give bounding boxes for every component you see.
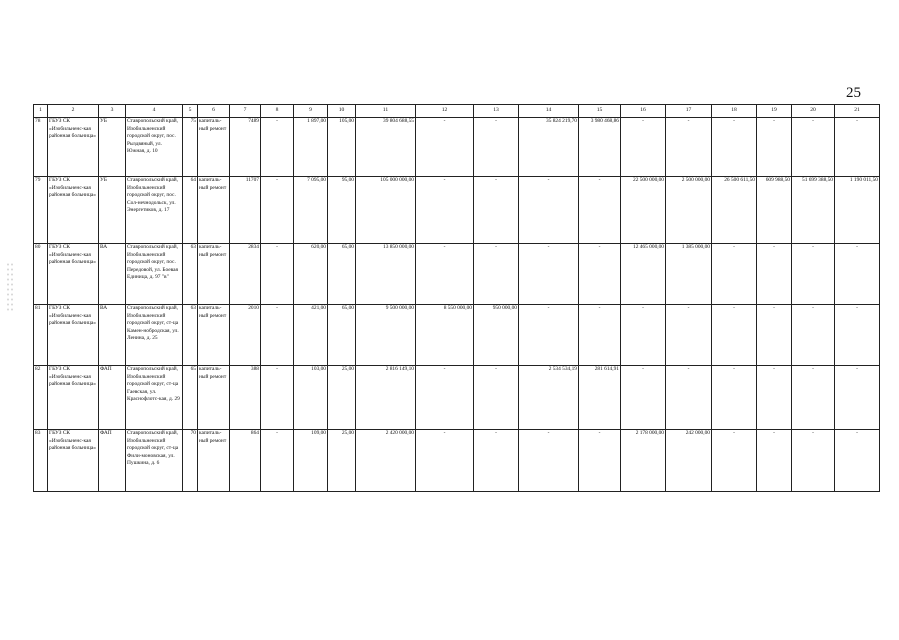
table-cell: - (757, 366, 792, 430)
table-cell: 25,00 (328, 430, 356, 492)
table-cell: 9 500 000,00 (356, 305, 416, 366)
table-cell: - (835, 366, 880, 430)
table-cell: Ставропольский край, Изобильненский городской округ, пос. Передовой, ул. Боевая Единица, д. 97 "в" (126, 244, 183, 305)
table-cell: Ставропольский край, Изобильненский городской округ, ст-ца Гаевская, ул. Краснофлотс-кая, д. 29 (126, 366, 183, 430)
table-cell: 109,00 (294, 430, 328, 492)
table-cell: 2 178 000,00 (621, 430, 666, 492)
table-cell: ФАП (99, 430, 126, 492)
table-cell: 950 000,00 (474, 305, 519, 366)
table-cell: - (416, 177, 474, 244)
table-cell: - (621, 305, 666, 366)
table-cell: 63 (183, 305, 198, 366)
table-cell: ГБУЗ СК «Изобильненс-кая районная больница» (48, 177, 99, 244)
table-cell: - (666, 305, 712, 366)
table-cell: ГБУЗ СК «Изобильненс-кая районная больница» (48, 430, 99, 492)
column-header: 19 (757, 105, 792, 118)
table-cell: Ставропольский край, Изобильненский городской округ, ст-ца Фили-моновская, ул. Пушкина, д. 6 (126, 430, 183, 492)
table-cell: - (519, 177, 579, 244)
table-cell: - (261, 244, 294, 305)
table-cell: - (757, 118, 792, 177)
register-table (33, 104, 880, 492)
column-header: 4 (126, 105, 183, 118)
table-cell: - (835, 244, 880, 305)
table-cell: ВА (99, 305, 126, 366)
table-cell: Ставропольский край, Изобильненский городской округ, пос. Рыздвяный, ул. Южная, д. 10 (126, 118, 183, 177)
table-cell: - (416, 430, 474, 492)
column-header: 10 (328, 105, 356, 118)
table-cell: 1 385 000,00 (666, 244, 712, 305)
column-header: 6 (198, 105, 230, 118)
table-cell: - (474, 244, 519, 305)
table-cell: - (579, 177, 621, 244)
table-cell: 82 (34, 366, 48, 430)
table-cell: - (757, 430, 792, 492)
table-cell: 2 420 000,00 (356, 430, 416, 492)
table-cell: капиталь-ный ремонт (198, 118, 230, 177)
table-cell: - (835, 118, 880, 177)
column-header: 18 (712, 105, 757, 118)
table-cell: 81 (34, 305, 48, 366)
table-cell: - (712, 305, 757, 366)
table-cell: 95,00 (328, 177, 356, 244)
table-cell: капиталь-ный ремонт (198, 305, 230, 366)
table-cell: 2 534 534,19 (519, 366, 579, 430)
table-cell: 65,00 (328, 244, 356, 305)
table-row (34, 366, 880, 430)
table-cell: 64 (183, 177, 198, 244)
table-cell: 281 614,91 (579, 366, 621, 430)
table-cell: - (666, 366, 712, 430)
table-cell: 65 (183, 366, 198, 430)
table-cell: ГБУЗ СК «Изобильненс-кая районная больница» (48, 244, 99, 305)
table-cell: капиталь-ный ремонт (198, 177, 230, 244)
table-cell: 39 804 688,55 (356, 118, 416, 177)
table-cell: 22 500 000,00 (621, 177, 666, 244)
table-cell: - (621, 118, 666, 177)
column-header: 21 (835, 105, 880, 118)
column-header: 7 (230, 105, 261, 118)
table-cell: Ставропольский край, Изобильненский городской округ, ст-ца Камен-нобродская, ул. Ленина, д. 25 (126, 305, 183, 366)
page-number: 25 (846, 85, 861, 101)
table-cell: - (474, 118, 519, 177)
table-cell: 1 190 011,50 (835, 177, 880, 244)
table-cell: - (835, 305, 880, 366)
table-cell: - (712, 366, 757, 430)
table-cell: капиталь-ный ремонт (198, 430, 230, 492)
table-cell: - (416, 366, 474, 430)
table-cell: - (416, 118, 474, 177)
table-cell: 79 (34, 177, 48, 244)
table-cell: - (519, 244, 579, 305)
column-header: 1 (34, 105, 48, 118)
table-cell: 51 699 388,50 (792, 177, 835, 244)
column-header: 16 (621, 105, 666, 118)
table-cell: 12 465 000,00 (621, 244, 666, 305)
table-cell: - (261, 366, 294, 430)
table-cell: - (621, 366, 666, 430)
table-cell: 609 988,50 (757, 177, 792, 244)
table-cell: 70 (183, 430, 198, 492)
table-cell: 13 850 000,00 (356, 244, 416, 305)
table-cell: 65,00 (328, 305, 356, 366)
table-body (34, 118, 880, 492)
table-cell: 75 (183, 118, 198, 177)
column-header: 5 (183, 105, 198, 118)
table-cell: - (519, 305, 579, 366)
table-cell: - (261, 177, 294, 244)
table-cell: - (835, 430, 880, 492)
table-cell: 63 (183, 244, 198, 305)
table-cell: УБ (99, 118, 126, 177)
table-cell: - (792, 430, 835, 492)
table-cell: 3 980 468,86 (579, 118, 621, 177)
table-cell: - (579, 244, 621, 305)
table-cell: 864 (230, 430, 261, 492)
table-cell: 26 500 611,50 (712, 177, 757, 244)
table-cell: - (261, 430, 294, 492)
table-cell: УБ (99, 177, 126, 244)
table-cell: 25,00 (328, 366, 356, 430)
table-cell: - (474, 177, 519, 244)
table-cell: 620,00 (294, 244, 328, 305)
table-cell: - (666, 118, 712, 177)
table-cell: - (579, 305, 621, 366)
table-cell: - (712, 118, 757, 177)
table-cell: - (792, 244, 835, 305)
table-cell: - (416, 244, 474, 305)
table-cell: ГБУЗ СК «Изобильненс-кая районная больница» (48, 118, 99, 177)
table-row (34, 118, 880, 177)
table-cell: ФАП (99, 366, 126, 430)
column-header: 15 (579, 105, 621, 118)
table-cell: - (579, 430, 621, 492)
table-cell: 105,00 (328, 118, 356, 177)
table-cell: 11707 (230, 177, 261, 244)
table-cell: - (712, 244, 757, 305)
table-cell: 2 500 000,00 (666, 177, 712, 244)
column-header: 20 (792, 105, 835, 118)
table-cell: 80 (34, 244, 48, 305)
table-cell: - (757, 244, 792, 305)
column-header: 11 (356, 105, 416, 118)
column-header: 13 (474, 105, 519, 118)
table-cell: - (474, 430, 519, 492)
table-cell: - (757, 305, 792, 366)
table-cell: Ставропольский край, Изобильненский городской округ, пос. Сол-нечнодольск, ул. Энергетиков, д. 17 (126, 177, 183, 244)
table-cell: 2 816 149,10 (356, 366, 416, 430)
table-cell: 1 897,00 (294, 118, 328, 177)
table-cell: - (261, 118, 294, 177)
table-cell: 421,00 (294, 305, 328, 366)
table-cell: - (792, 305, 835, 366)
table-cell: 83 (34, 430, 48, 492)
table-row (34, 305, 880, 366)
table-cell: 388 (230, 366, 261, 430)
scan-artifact (6, 262, 14, 312)
table-cell: 2010 (230, 305, 261, 366)
table-row (34, 244, 880, 305)
table-row (34, 177, 880, 244)
table-cell: ГБУЗ СК «Изобильненс-кая районная больница» (48, 305, 99, 366)
table-cell: капиталь-ный ремонт (198, 366, 230, 430)
table-cell: ГБУЗ СК «Изобильненс-кая районная больница» (48, 366, 99, 430)
table-cell: капиталь-ный ремонт (198, 244, 230, 305)
column-header: 17 (666, 105, 712, 118)
table-cell: - (261, 305, 294, 366)
table-row (34, 430, 880, 492)
column-header: 9 (294, 105, 328, 118)
column-header: 14 (519, 105, 579, 118)
table-cell: 78 (34, 118, 48, 177)
table-cell: - (519, 430, 579, 492)
table-cell: 2834 (230, 244, 261, 305)
table-cell: 8 550 000,00 (416, 305, 474, 366)
table-cell: - (712, 430, 757, 492)
table-cell: - (792, 118, 835, 177)
column-header: 8 (261, 105, 294, 118)
header-row (34, 105, 880, 118)
table-cell: 7 095,00 (294, 177, 328, 244)
table-cell: 35 824 219,70 (519, 118, 579, 177)
table-cell: 242 000,00 (666, 430, 712, 492)
column-header: 3 (99, 105, 126, 118)
table-cell: 105 000 000,00 (356, 177, 416, 244)
column-header: 2 (48, 105, 99, 118)
table-cell: - (474, 366, 519, 430)
table-cell: - (792, 366, 835, 430)
table-cell: ВА (99, 244, 126, 305)
column-header: 12 (416, 105, 474, 118)
table-cell: 103,00 (294, 366, 328, 430)
table-cell: 7489 (230, 118, 261, 177)
